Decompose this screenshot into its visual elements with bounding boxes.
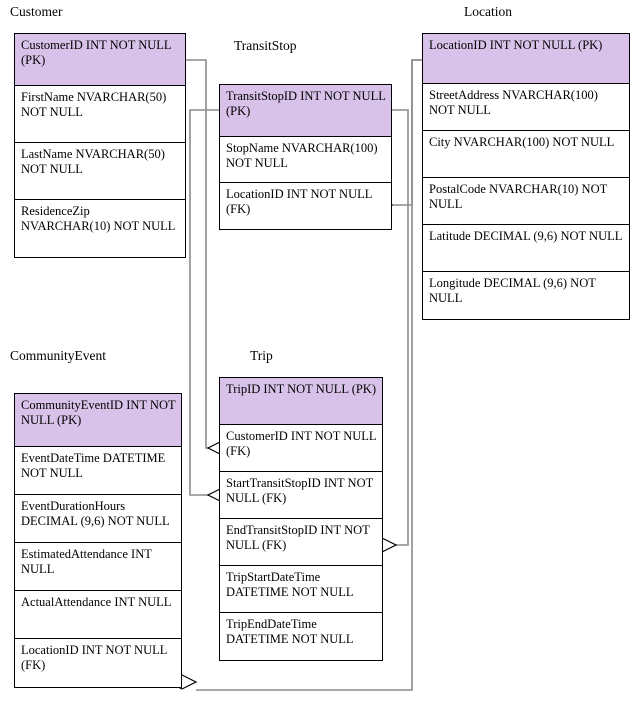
attribute-customer-residencezip: ResidenceZip NVARCHAR(10) NOT NULL	[15, 200, 185, 257]
entity-title-customer: Customer	[10, 4, 63, 19]
attribute-location-longitude: Longitude DECIMAL (9,6) NOT NULL	[423, 272, 629, 319]
entity-table-transitstop	[219, 84, 392, 230]
attribute-transitstop-stopname: StopName NVARCHAR(100) NOT NULL	[220, 137, 391, 183]
attribute-communityevent-actualattendance: ActualAttendance INT NULL	[15, 591, 181, 639]
entity-title-trip: Trip	[250, 348, 273, 363]
attribute-communityevent-eventdurationhours: EventDurationHours DECIMAL (9,6) NOT NULL	[15, 495, 181, 543]
attribute-trip-tripenddatetime: TripEndDateTime DATETIME NOT NULL	[220, 613, 382, 660]
attribute-trip-customerid: CustomerID INT NOT NULL (FK)	[220, 425, 382, 472]
attribute-location-postalcode: PostalCode NVARCHAR(10) NOT NULL	[423, 178, 629, 225]
attribute-location-locationid: LocationID INT NOT NULL (PK)	[423, 34, 629, 84]
attribute-trip-endtransitstopid: EndTransitStopID INT NOT NULL (FK)	[220, 519, 382, 566]
attribute-communityevent-locationid: LocationID INT NOT NULL (FK)	[15, 639, 181, 687]
attribute-communityevent-eventdatetime: EventDateTime DATETIME NOT NULL	[15, 447, 181, 495]
entity-table-trip	[219, 377, 383, 661]
attribute-location-streetaddress: StreetAddress NVARCHAR(100) NOT NULL	[423, 84, 629, 131]
link-location-transitstop	[392, 60, 422, 205]
attribute-customer-firstname: FirstName NVARCHAR(50) NOT NULL	[15, 86, 185, 143]
attribute-transitstop-transitstopid: TransitStopID INT NOT NULL (PK)	[220, 85, 391, 137]
attribute-trip-tripid: TripID INT NOT NULL (PK)	[220, 378, 382, 425]
entity-table-customer	[14, 33, 186, 258]
attribute-trip-starttransitstopid: StartTransitStopID INT NOT NULL (FK)	[220, 472, 382, 519]
attribute-trip-tripstartdatetime: TripStartDateTime DATETIME NOT NULL	[220, 566, 382, 613]
attribute-transitstop-locationid: LocationID INT NOT NULL (FK)	[220, 183, 391, 229]
entity-title-communityevent: CommunityEvent	[10, 348, 106, 363]
entity-title-location: Location	[464, 4, 512, 19]
attribute-customer-lastname: LastName NVARCHAR(50) NOT NULL	[15, 143, 185, 200]
entity-table-location	[422, 33, 630, 320]
entity-title-transitstop: TransitStop	[234, 38, 297, 53]
attribute-communityevent-estimatedattendance: EstimatedAttendance INT NULL	[15, 543, 181, 591]
attribute-customer-customerid: CustomerID INT NOT NULL (PK)	[15, 34, 185, 86]
attribute-communityevent-communityeventid: CommunityEventID INT NOT NULL (PK)	[15, 394, 181, 447]
attribute-location-latitude: Latitude DECIMAL (9,6) NOT NULL	[423, 225, 629, 272]
entity-table-communityevent	[14, 393, 182, 688]
attribute-location-city: City NVARCHAR(100) NOT NULL	[423, 131, 629, 178]
